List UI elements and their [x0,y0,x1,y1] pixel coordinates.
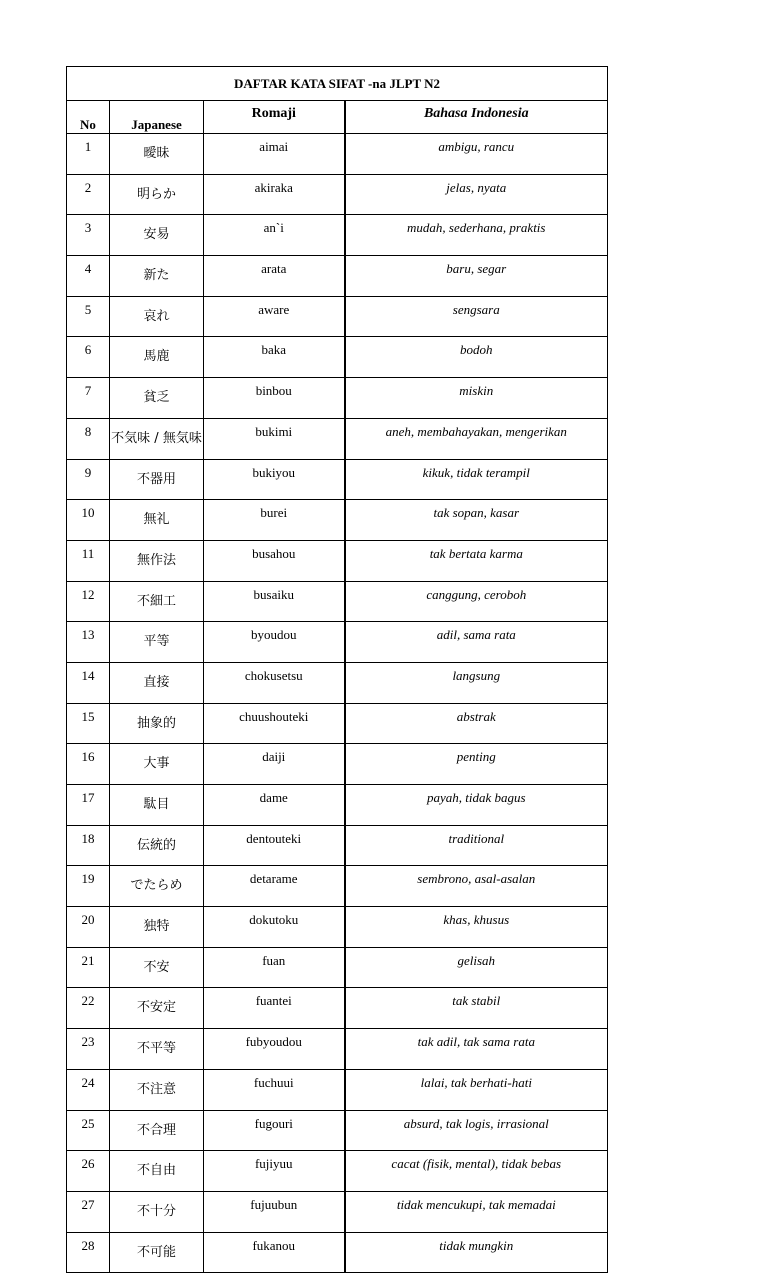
row-japanese: 独特 [110,907,204,948]
row-number: 25 [67,1110,110,1151]
table-row [67,1191,608,1232]
row-japanese: 無作法 [110,540,204,581]
vocab-table [66,66,608,1273]
row-indonesian: absurd, tak logis, irrasional [345,1110,608,1151]
table-row [67,1069,608,1110]
row-indonesian: tidak mencukupi, tak memadai [345,1191,608,1232]
table-row [67,988,608,1029]
row-indonesian: payah, tidak bagus [345,785,608,826]
row-number: 4 [67,256,110,297]
row-indonesian: tak adil, tak sama rata [345,1029,608,1070]
row-number: 19 [67,866,110,907]
row-number: 22 [67,988,110,1029]
vocab-body [67,134,608,1273]
row-indonesian: ambigu, rancu [345,134,608,175]
row-number: 18 [67,825,110,866]
table-row [67,825,608,866]
table-row [67,581,608,622]
row-number: 24 [67,1069,110,1110]
row-japanese: 哀れ [110,296,204,337]
row-romaji: fugouri [204,1110,345,1151]
row-indonesian: mudah, sederhana, praktis [345,215,608,256]
row-japanese: 馬鹿 [110,337,204,378]
table-row [67,337,608,378]
header-row [67,101,608,134]
row-indonesian: canggung, ceroboh [345,581,608,622]
row-romaji: fubyoudou [204,1029,345,1070]
row-indonesian: gelisah [345,947,608,988]
table-row [67,1029,608,1070]
row-romaji: busahou [204,540,345,581]
row-romaji: detarame [204,866,345,907]
row-number: 10 [67,500,110,541]
row-number: 20 [67,907,110,948]
header-romaji: Romaji [204,101,345,134]
row-number: 17 [67,785,110,826]
row-romaji: an`i [204,215,345,256]
table-row [67,540,608,581]
row-romaji: bukimi [204,418,345,459]
row-indonesian: tidak mungkin [345,1232,608,1273]
row-indonesian: miskin [345,378,608,419]
table-row [67,744,608,785]
row-number: 27 [67,1191,110,1232]
row-indonesian: tak sopan, kasar [345,500,608,541]
title-row [67,67,608,101]
row-number: 9 [67,459,110,500]
header-indonesian: Bahasa Indonesia [345,101,608,134]
table-row [67,1110,608,1151]
row-romaji: bukiyou [204,459,345,500]
row-japanese: 新た [110,256,204,297]
table-row [67,785,608,826]
row-romaji: burei [204,500,345,541]
row-japanese: 無礼 [110,500,204,541]
row-indonesian: jelas, nyata [345,174,608,215]
row-number: 16 [67,744,110,785]
row-japanese: 不可能 [110,1232,204,1273]
row-japanese: 抽象的 [110,703,204,744]
row-romaji: fuchuui [204,1069,345,1110]
table-row [67,459,608,500]
row-indonesian: langsung [345,662,608,703]
row-japanese: 不注意 [110,1069,204,1110]
row-number: 3 [67,215,110,256]
table-row [67,296,608,337]
row-japanese: 不安定 [110,988,204,1029]
table-title: DAFTAR KATA SIFAT -na JLPT N2 [67,67,608,101]
row-japanese: 大事 [110,744,204,785]
row-japanese: 安易 [110,215,204,256]
row-japanese: 駄目 [110,785,204,826]
row-number: 15 [67,703,110,744]
row-japanese: 明らか [110,174,204,215]
row-number: 26 [67,1151,110,1192]
row-romaji: aware [204,296,345,337]
row-indonesian: baru, segar [345,256,608,297]
row-number: 7 [67,378,110,419]
row-romaji: binbou [204,378,345,419]
table-row [67,907,608,948]
row-japanese: 不細工 [110,581,204,622]
row-indonesian: aneh, membahayakan, mengerikan [345,418,608,459]
table-row [67,500,608,541]
row-number: 21 [67,947,110,988]
row-romaji: fukanou [204,1232,345,1273]
row-indonesian: traditional [345,825,608,866]
table-row [67,1232,608,1273]
row-indonesian: tak stabil [345,988,608,1029]
row-japanese: 貧乏 [110,378,204,419]
row-number: 13 [67,622,110,663]
table-row [67,378,608,419]
row-number: 2 [67,174,110,215]
row-number: 6 [67,337,110,378]
row-number: 12 [67,581,110,622]
row-romaji: byoudou [204,622,345,663]
row-romaji: baka [204,337,345,378]
row-romaji: chokusetsu [204,662,345,703]
row-number: 11 [67,540,110,581]
table-row [67,947,608,988]
row-japanese: 不気味 / 無気味 [110,418,204,459]
row-romaji: fujuubun [204,1191,345,1232]
row-romaji: chuushouteki [204,703,345,744]
row-japanese: 曖昧 [110,134,204,175]
row-number: 14 [67,662,110,703]
row-indonesian: cacat (fisik, mental), tidak bebas [345,1151,608,1192]
row-indonesian: penting [345,744,608,785]
row-indonesian: sengsara [345,296,608,337]
row-romaji: dokutoku [204,907,345,948]
header-japanese: Japanese [110,101,204,134]
row-indonesian: sembrono, asal-asalan [345,866,608,907]
row-romaji: aimai [204,134,345,175]
row-romaji: dame [204,785,345,826]
row-romaji: fuan [204,947,345,988]
table-row [67,662,608,703]
row-indonesian: bodoh [345,337,608,378]
row-japanese: 不合理 [110,1110,204,1151]
row-indonesian: tak bertata karma [345,540,608,581]
row-number: 8 [67,418,110,459]
row-japanese: 伝統的 [110,825,204,866]
table-row [67,866,608,907]
row-japanese: 直接 [110,662,204,703]
table-row [67,1151,608,1192]
row-japanese: 不自由 [110,1151,204,1192]
row-japanese: 不平等 [110,1029,204,1070]
row-japanese: でたらめ [110,866,204,907]
row-japanese: 不安 [110,947,204,988]
table-row [67,134,608,175]
row-romaji: daiji [204,744,345,785]
row-number: 28 [67,1232,110,1273]
row-romaji: dentouteki [204,825,345,866]
row-indonesian: lalai, tak berhati-hati [345,1069,608,1110]
table-row [67,418,608,459]
row-romaji: arata [204,256,345,297]
row-indonesian: adil, sama rata [345,622,608,663]
row-indonesian: kikuk, tidak terampil [345,459,608,500]
row-number: 5 [67,296,110,337]
row-japanese: 平等 [110,622,204,663]
row-romaji: fuantei [204,988,345,1029]
table-row [67,174,608,215]
row-romaji: fujiyuu [204,1151,345,1192]
header-no: No [67,101,110,134]
row-indonesian: khas, khusus [345,907,608,948]
row-romaji: busaiku [204,581,345,622]
row-number: 23 [67,1029,110,1070]
table-row [67,215,608,256]
row-japanese: 不十分 [110,1191,204,1232]
row-japanese: 不器用 [110,459,204,500]
table-row [67,622,608,663]
row-number: 1 [67,134,110,175]
table-row [67,703,608,744]
row-indonesian: abstrak [345,703,608,744]
row-romaji: akiraka [204,174,345,215]
table-row [67,256,608,297]
